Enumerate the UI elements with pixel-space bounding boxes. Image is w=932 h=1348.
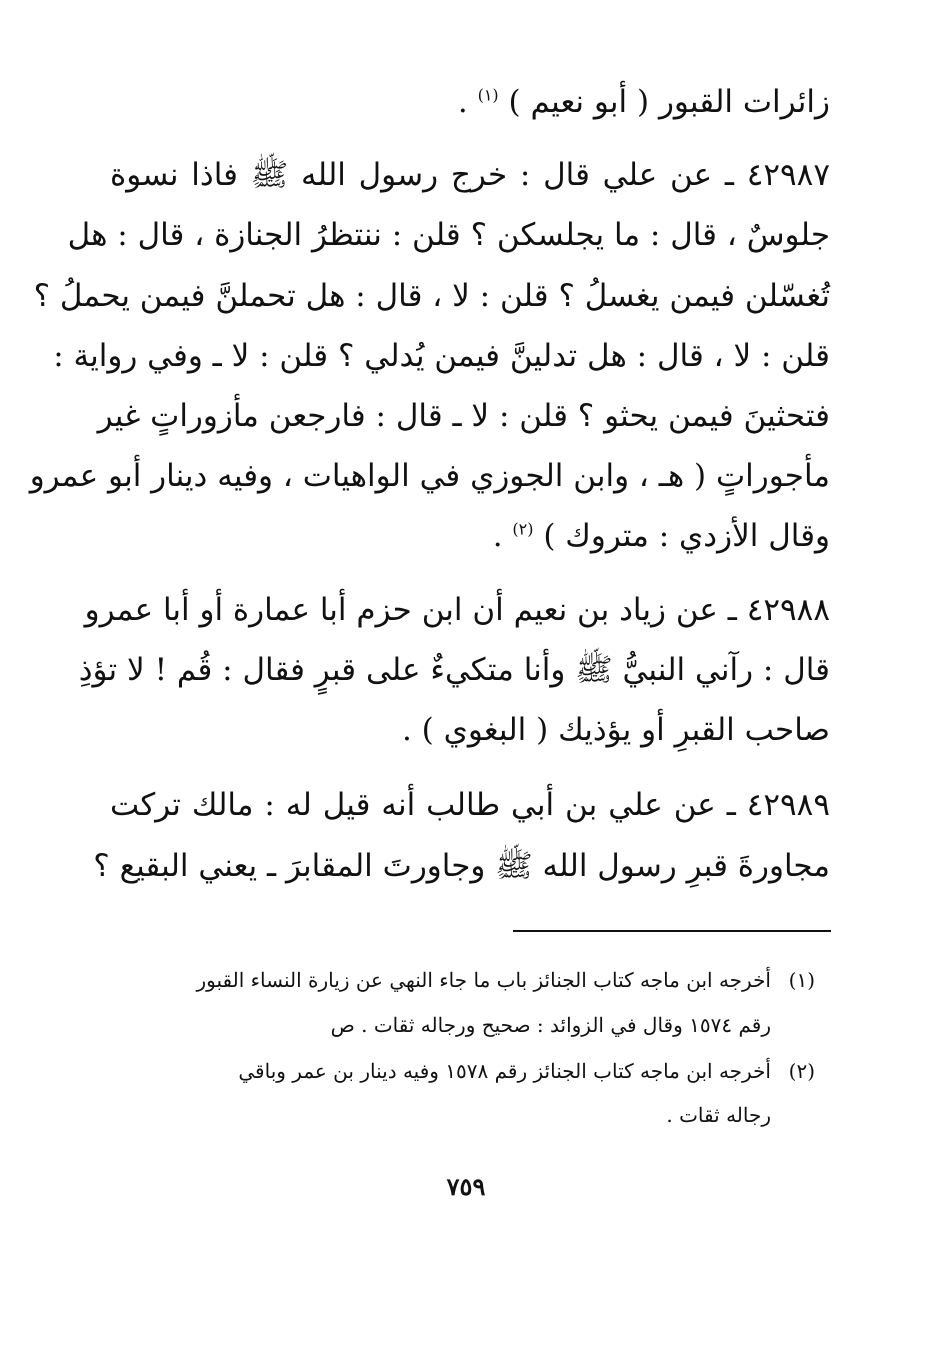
- hadith-42987-line-7-text: وقال الأزدي : متروك ): [543, 518, 830, 554]
- footnote-2-line-1: [110, 1056, 815, 1086]
- intro-line: [110, 82, 830, 122]
- hadith-42987-line-3: تُغسّلن فيمن يغسلُ ؟ قلن : لا ، قال : هل تحملنَّ فيمن يحملُ ؟: [33, 278, 830, 314]
- footnote-2-text: أخرجه ابن ماجه كتاب الجنائز رقم ١٥٧٨ وفيه دينار بن عمر وباقي: [238, 1059, 771, 1083]
- footnote-1-line-2: رقم ١٥٧٤ وقال في الزوائد : صحيح ورجاله ثقات . ص: [330, 1013, 771, 1037]
- hadith-42987-line-5: فتحثينَ فيمن يحثو ؟ قلن : لا ـ قال : فارجعن مأزوراتٍ غير: [97, 398, 830, 434]
- hadith-42988-line-2: قال : رآني النبيُّ ﷺ وأنا متكيءٌ على قبرٍ فقال : قُم ! لا تؤذِ: [78, 652, 830, 688]
- hadith-42989-line-2: مجاورةَ قبرِ رسول الله ﷺ وجاورتَ المقابرَ ـ يعني البقيع ؟: [93, 848, 830, 884]
- hadith-42987-line-4: قلن : لا ، قال : هل تدلينَّ فيمن يُدلي ؟ قلن : لا ـ وفي رواية :: [53, 338, 830, 374]
- hadith-42987-line-2: جلوسٌ ، قال : ما يجلسكن ؟ قلن : ننتظرُ الجنازة ، قال : هل: [67, 217, 830, 253]
- footnote-1-text: أخرجه ابن ماجه كتاب الجنائز باب ما جاء النهي عن زيارة النساء القبور: [196, 968, 771, 992]
- footnote-ref-1: (١): [477, 85, 499, 105]
- hadith-42987-period: .: [492, 518, 503, 554]
- footnote-separator: [513, 930, 831, 932]
- intro-text: زائرات القبور ( أبو نعيم ): [508, 84, 830, 120]
- footnote-ref-2: (٢): [512, 519, 534, 539]
- page-number: ٧٥٩: [446, 1172, 486, 1201]
- hadith-42987-line-7: [110, 516, 830, 556]
- hadith-42989-line-1: ٤٢٩٨٩ ـ عن علي بن أبي طالب أنه قيل له : مالك تركت: [110, 787, 830, 823]
- hadith-42987-line-1: ٤٢٩٨٧ ـ عن علي قال : خرج رسول الله ﷺ فاذا نسوة: [110, 157, 830, 193]
- hadith-42988-line-1: ٤٢٩٨٨ ـ عن زياد بن نعيم أن ابن حزم أبا عمارة أو أبا عمرو: [84, 592, 830, 628]
- hadith-42988-line-3: صاحب القبرِ أو يؤذيك ( البغوي ) .: [401, 712, 830, 748]
- intro-period: .: [457, 84, 468, 120]
- hadith-42987-line-6: مأجوراتٍ ( هـ ، وابن الجوزي في الواهيات ، وفيه دينار أبو عمرو: [29, 458, 830, 494]
- footnote-1-number: (١): [788, 968, 815, 992]
- footnote-2-line-2: رجاله ثقات .: [666, 1103, 771, 1127]
- footnote-2-number: (٢): [788, 1059, 815, 1083]
- footnote-1-line-1: [110, 965, 815, 995]
